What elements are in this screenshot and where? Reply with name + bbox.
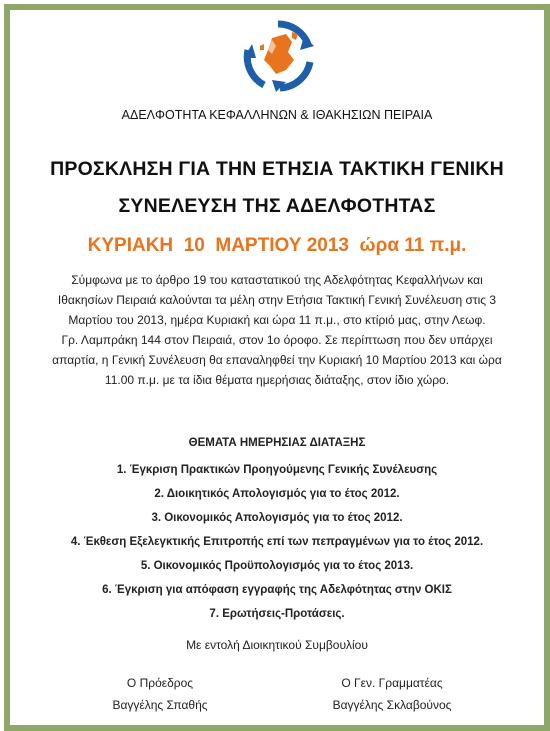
title-line-2: ΣΥΝΕΛΕΥΣΗ ΤΗΣ ΑΔΕΛΦΟΤΗΤΑΣ xyxy=(118,195,436,217)
organization-name: ΑΔΕΛΦΟΤΗΤΑ ΚΕΦΑΛΛΗΝΩΝ & ΙΘΑΚΗΣΙΩΝ ΠΕΙΡΑΙΑ xyxy=(121,108,433,122)
agenda-item: 5. Οικονομικός Προϋπολογισμός για το έτος 2013. xyxy=(140,560,414,572)
title-line-1: ΠΡΟΣΚΛΗΣΗ ΓΙΑ ΤΗΝ ΕΤΗΣΙΑ ΤΑΚΤΙΚΗ ΓΕΝΙΚΗ xyxy=(50,158,504,180)
agenda-item: 1. Έγκριση Πρακτικών Προηγούμενης Γενικής Συνέλευσης xyxy=(116,464,438,476)
islands-recycle-logo-icon xyxy=(242,20,314,92)
agenda-list xyxy=(10,458,544,626)
document-frame xyxy=(4,4,550,731)
agenda-item: 3. Οικονομικός Απολογισμός για το έτος 2012. xyxy=(151,512,403,524)
board-order-line: Με εντολή Διοικητικού Συμβουλίου xyxy=(186,638,368,652)
document-body xyxy=(10,10,544,725)
meeting-date: ΚΥΡΙΑΚΗ 10 ΜΑΡΤΙΟΥ 2013 ώρα 11 π.μ. xyxy=(87,235,467,256)
signature-name: Βαγγέλης Σπαθής xyxy=(112,698,208,712)
body-line: 11.00 π.μ. με τα ίδια θέματα ημερήσιας διάταξης, στον ίδιο χώρο. xyxy=(104,373,450,387)
body-line: Ιθακησίων Πειραιά καλούνται τα μέλη στην Ετήσια Τακτική Γενική Συνέλευση στις 3 xyxy=(57,293,497,307)
agenda-title: ΘΕΜΑΤΑ ΗΜΕΡΗΣΙΑΣ ΔΙΑΤΑΞΗΣ xyxy=(188,437,366,449)
signature-president xyxy=(60,672,260,716)
signature-role: Ο Γεν. Γραμματέας xyxy=(341,676,443,690)
agenda-item: 4. Έκθεση Εξελεγκτικής Επιτροπής επί των πεπραγμένων για το έτος 2012. xyxy=(70,536,484,548)
body-line: Σύμφωνα με το άρθρο 19 του καταστατικού της Αδελφότητας Κεφαλλήνων και xyxy=(71,273,483,287)
signature-secretary xyxy=(292,672,492,716)
signature-name: Βαγγέλης Σκλαβούνος xyxy=(332,698,452,712)
body-line: Γρ. Λαμπράκη 144 στον Πειραιά, στον 1ο όροφο. Σε περίπτωση που δεν υπάρχει xyxy=(61,333,493,347)
agenda-item: 7. Ερωτήσεις-Προτάσεις. xyxy=(209,608,345,620)
agenda-item: 2. Διοικητικός Απολογισμός για το έτος 2012. xyxy=(154,488,400,500)
invitation-text xyxy=(32,270,522,390)
body-line: Μαρτίου του 2013, ημέρα Κυριακή και ώρα 11 π.μ., στο κτίριό μας, στην Λεωφ. xyxy=(68,313,486,327)
signature-role: Ο Πρόεδρος xyxy=(126,676,194,690)
agenda-item: 6. Έγκριση για απόφαση εγγραφής της Αδελφότητας στην ΟΚΙΣ xyxy=(102,584,452,596)
body-line: απαρτία, η Γενική Συνέλευση θα επαναληφθεί την Κυριακή 10 Μαρτίου 2013 και ώρα xyxy=(52,353,502,367)
